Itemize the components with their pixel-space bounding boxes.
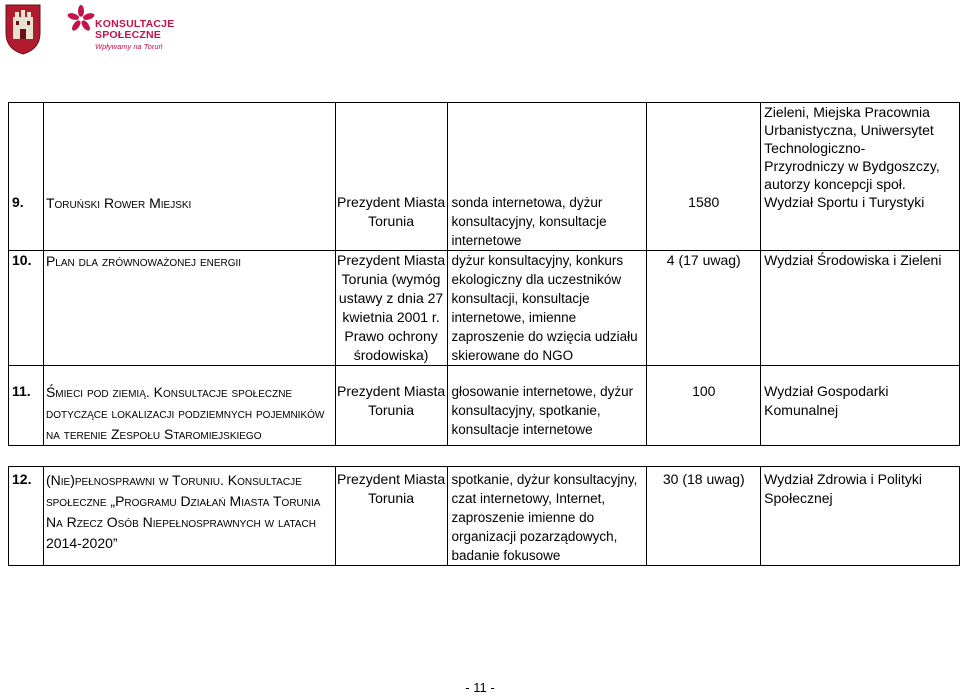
responsible-unit: Wydział Zdrowia i Polityki Społecznej (761, 467, 960, 566)
row-number: 10. (9, 251, 44, 366)
row-number: 12. (9, 467, 44, 566)
torun-crest-icon (4, 3, 42, 55)
consultation-title: Śmieci pod ziemią. Konsultacje społeczne dotyczące lokalizacji podziemnych pojemników na terenie Zespołu Staromiejskiego (43, 366, 335, 446)
responsible-unit: Wydział Gospodarki Komunalnej (761, 366, 960, 446)
organizer: Prezydent Miasta Torunia (wymóg ustawy z dnia 27 kwietnia 2001 r. Prawo ochrony środowiska) (335, 251, 447, 366)
table-row (9, 103, 960, 194)
continued-line: autorzy koncepcji społ. (764, 176, 906, 192)
organizer: Prezydent Miasta Torunia (335, 467, 447, 566)
consultation-title: Plan dla zrównoważonej energii (43, 251, 335, 366)
participants: 4 (17 uwag) (647, 251, 761, 366)
continued-line: Przyrodniczy w Bydgoszczy, (764, 158, 940, 174)
logo-line2: SPOŁECZNE (95, 29, 161, 41)
consultations-table (8, 102, 960, 566)
participants: 30 (18 uwag) (647, 467, 761, 566)
table-row (9, 467, 960, 566)
page-number: - 11 - (465, 680, 495, 695)
row-number: 11. (9, 366, 44, 446)
row-gap (9, 446, 960, 467)
consultation-title: (Nie)pełnosprawni w Toruniu. Konsultacje społeczne „Programu Działań Miasta Torunia Na Rzecz Osób Niepełnosprawnych w latach 2014-2020” (43, 467, 335, 566)
organizer: Prezydent Miasta Torunia (335, 193, 447, 251)
page-header (0, 0, 200, 62)
cell-empty (43, 103, 335, 194)
continued-line: Zieleni, Miejska Pracownia (764, 104, 930, 120)
responsible-unit: Wydział Środowiska i Zieleni (761, 251, 960, 366)
table-row (9, 446, 960, 467)
methods: dyżur konsultacyjny, konkurs ekologiczny dla uczestników konsultacji, konsultacje internetowe, imienne zaproszenie do wzięcia udziału skierowane do NGO (447, 251, 647, 366)
cell-empty (335, 103, 447, 194)
cell-empty (9, 103, 44, 194)
continued-unit-cell (761, 103, 960, 194)
cell-empty (647, 103, 761, 194)
organizer: Prezydent Miasta Torunia (335, 366, 447, 446)
row-number: 9. (9, 193, 44, 251)
continued-line: Technologiczno- (764, 140, 866, 156)
participants: 100 (647, 366, 761, 446)
methods: spotkanie, dyżur konsultacyjny, czat internetowy, Internet, zaproszenie imienne do organizacji pozarządowych, badanie fokusowe (447, 467, 647, 566)
participants: 1580 (647, 193, 761, 251)
cell-empty (447, 103, 647, 194)
consultation-title: Toruński Rower Miejski (43, 193, 335, 251)
konsultacje-logo-icon (66, 4, 96, 34)
methods: sonda internetowa, dyżur konsultacyjny, konsultacje internetowe (447, 193, 647, 251)
table-row (9, 193, 960, 251)
logo-line1: KONSULTACJE (95, 18, 175, 30)
responsible-unit: Wydział Sportu i Turystyki (761, 193, 960, 251)
continued-line: Urbanistyczna, Uniwersytet (764, 122, 934, 138)
table-row (9, 366, 960, 446)
logo-tagline: Wpływamy na Toruń (95, 42, 163, 51)
table-row (9, 251, 960, 366)
methods: głosowanie internetowe, dyżur konsultacyjny, spotkanie, konsultacje internetowe (447, 366, 647, 446)
